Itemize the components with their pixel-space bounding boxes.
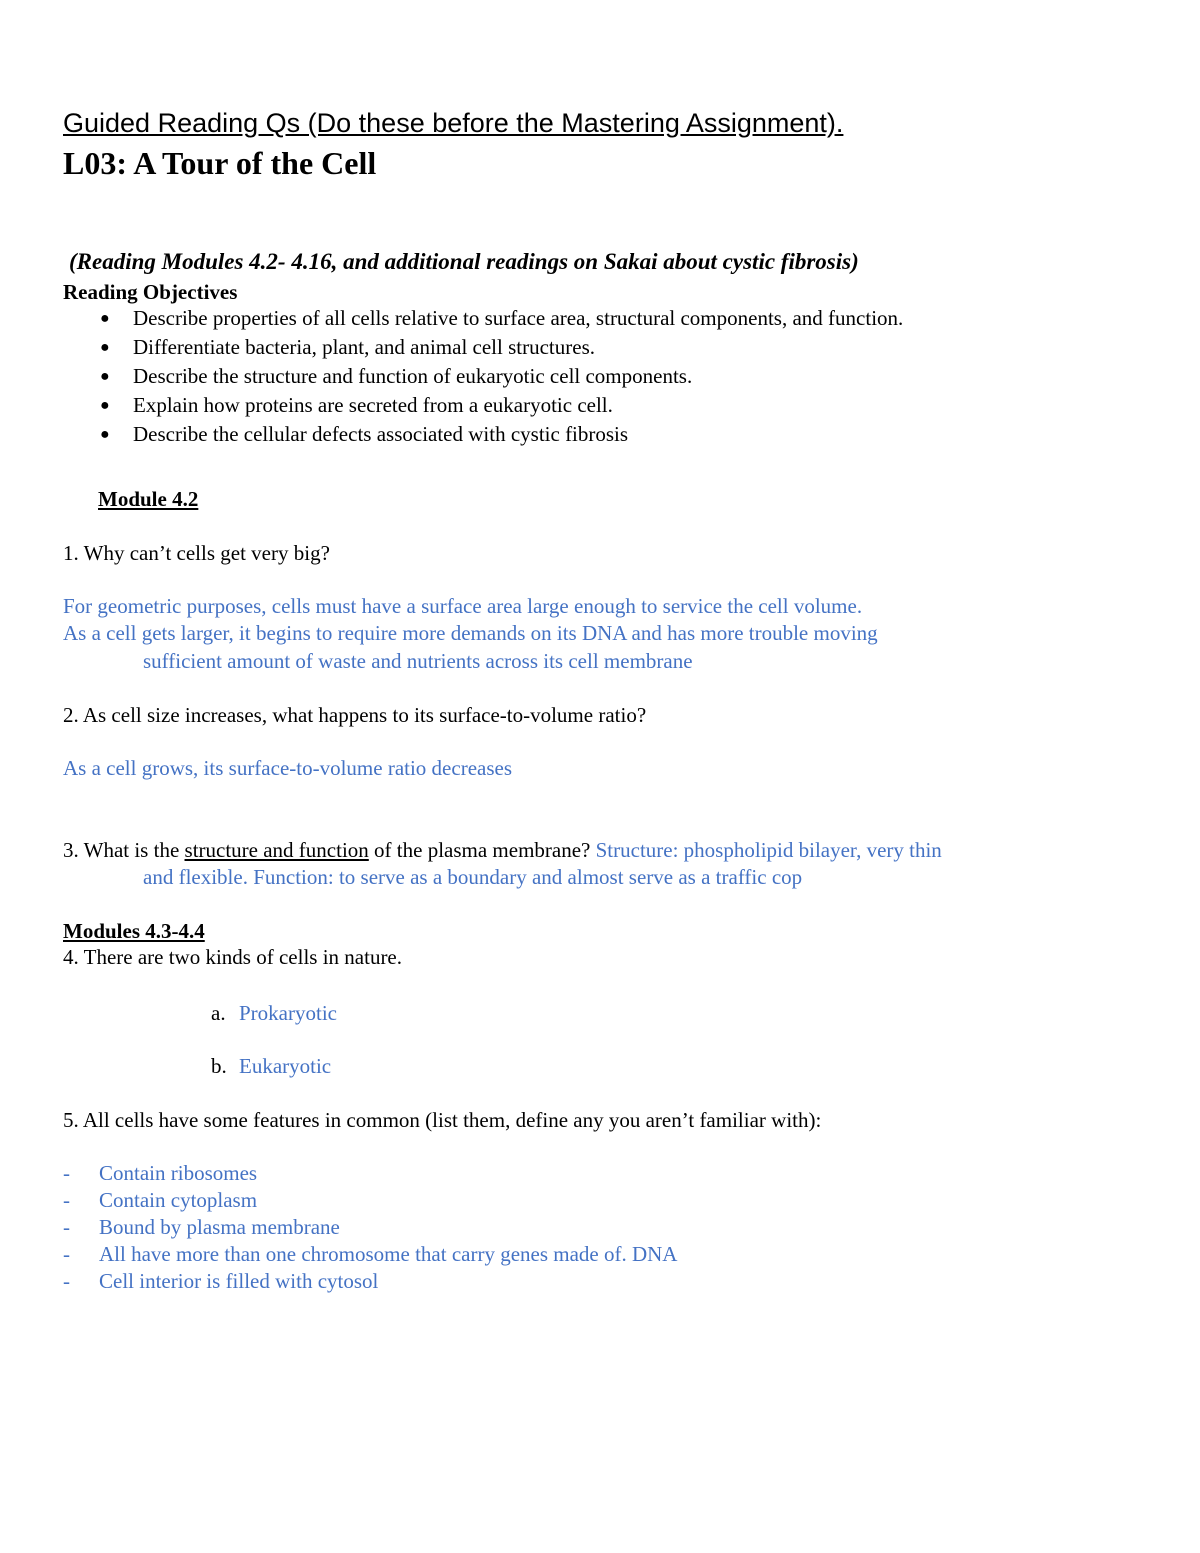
answer-4b: Eukaryotic bbox=[239, 1054, 332, 1078]
objectives-list bbox=[100, 304, 903, 449]
list-item: ● Describe properties of all cells relative to surface area, structural components, and function. bbox=[100, 304, 903, 333]
answer-4b-label: b. bbox=[211, 1054, 227, 1078]
list-item: - Contain ribosomes bbox=[63, 1161, 258, 1185]
answer-1-line-1: For geometric purposes, cells must have a surface area large enough to service the cell volume. bbox=[63, 594, 863, 618]
answer-5-list bbox=[63, 1160, 677, 1295]
answer-3-line-2: and flexible. Function: to serve as a boundary and almost serve as a traffic cop bbox=[143, 865, 803, 889]
module-4-2-heading: Module 4.2 bbox=[98, 487, 199, 511]
bullet-icon: ● bbox=[100, 368, 110, 385]
answer-3-line-1: Structure: phospholipid bilayer, very thin bbox=[595, 838, 942, 862]
list-item: - Bound by plasma membrane bbox=[63, 1215, 340, 1239]
question-3: 3. What is the structure and function of the plasma membrane? Structure: phospholipid bilayer, very thin bbox=[63, 838, 942, 862]
answer-1-line-3: sufficient amount of waste and nutrients across its cell membrane bbox=[143, 649, 693, 673]
lesson-title: L03: A Tour of the Cell bbox=[63, 145, 377, 181]
bullet-icon: ● bbox=[100, 339, 110, 356]
question-2: 2. As cell size increases, what happens to its surface-to-volume ratio? bbox=[63, 703, 647, 727]
bullet-icon: ● bbox=[100, 426, 110, 443]
list-item: ● Explain how proteins are secreted from a eukaryotic cell. bbox=[100, 391, 903, 420]
question-4: 4. There are two kinds of cells in nature. bbox=[63, 945, 403, 969]
bullet-icon: ● bbox=[100, 310, 110, 327]
answer-4a-label: a. bbox=[211, 1001, 226, 1025]
list-item: ● Describe the structure and function of eukaryotic cell components. bbox=[100, 362, 903, 391]
question-5: 5. All cells have some features in common (list them, define any you aren’t familiar with): bbox=[63, 1108, 822, 1132]
guided-reading-title: Guided Reading Qs (Do these before the Mastering Assignment). bbox=[63, 108, 844, 138]
list-item: - Contain cytoplasm bbox=[63, 1188, 258, 1212]
answer-4a: Prokaryotic bbox=[239, 1001, 337, 1025]
list-item: ● Differentiate bacteria, plant, and animal cell structures. bbox=[100, 333, 903, 362]
list-item: ● Describe the cellular defects associated with cystic fibrosis bbox=[100, 420, 903, 449]
question-1: 1. Why can’t cells get very big? bbox=[63, 541, 330, 565]
bullet-icon: ● bbox=[100, 397, 110, 414]
list-item: - All have more than one chromosome that carry genes made of. DNA bbox=[63, 1242, 678, 1266]
answer-1-line-2: As a cell gets larger, it begins to require more demands on its DNA and has more trouble moving bbox=[63, 621, 878, 645]
list-item: - Cell interior is filled with cytosol bbox=[63, 1269, 379, 1293]
reading-modules-note: (Reading Modules 4.2- 4.16, and additional readings on Sakai about cystic fibrosis) bbox=[69, 249, 859, 274]
modules-4-3-4-4-heading: Modules 4.3-4.4 bbox=[63, 919, 205, 943]
answer-2: As a cell grows, its surface-to-volume ratio decreases bbox=[63, 756, 512, 780]
reading-objectives-heading: Reading Objectives bbox=[63, 280, 238, 304]
